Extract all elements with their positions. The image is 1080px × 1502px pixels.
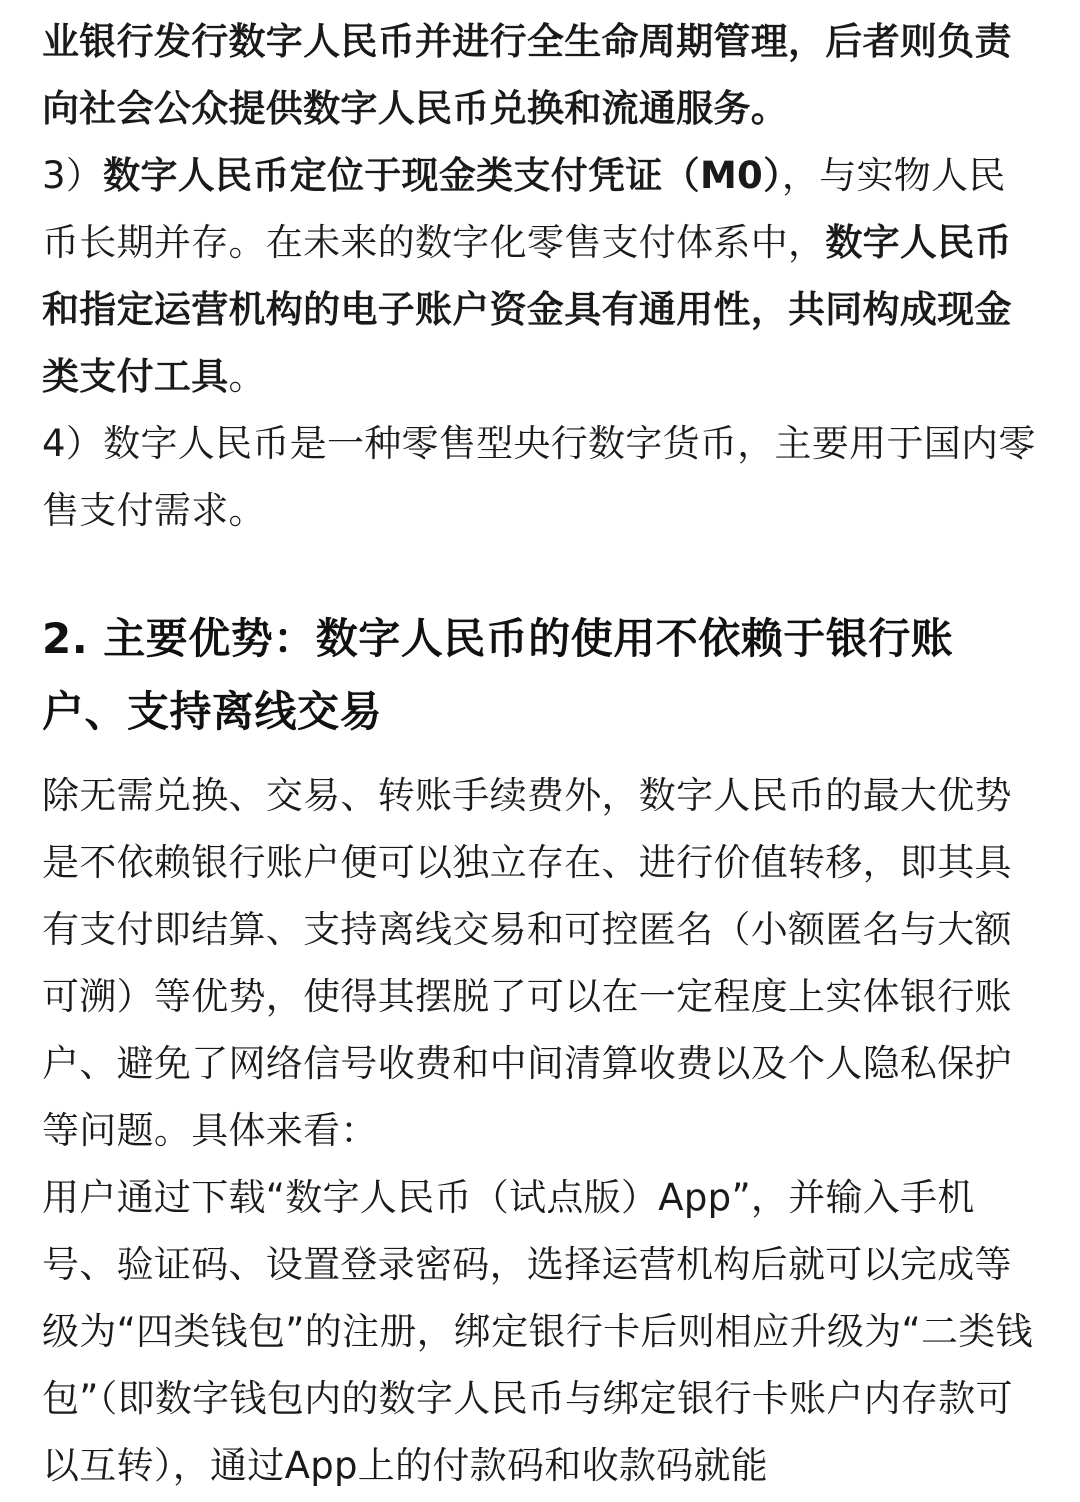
bold-text: 数字人民币定位于现金类支付凭证（M0）: [103, 154, 782, 197]
paragraph-retail-type: 4）数字人民币是一种零售型央行数字货币，主要用于国内零售支付需求。: [42, 422, 1036, 532]
paragraph-advantages: 除无需兑换、交易、转账手续费外，数字人民币的最大优势是不依赖银行账户便可以独立存在、进行价值转移，即其具有支付即结算、支持离线交易和可控匿名（小额匿名与大额可溯）等优势，使得其摆脱了可以在一定程度上实体银行账户、避免了网络信号收费和中间清算收费以及个人隐私保护等问题。具体来看：: [42, 774, 1012, 1152]
body-text: ，与实物人民币长期并存。在未来的数字化零售支付体系中，: [42, 154, 1006, 264]
paragraph-positioning: [42, 142, 1038, 410]
bold-text: 业银行发行数字人民币并进行全生命周期管理，后者则负责向社会公众提供数字人民币兑换和流通服务。: [42, 20, 1012, 130]
body-text: 。: [228, 355, 266, 398]
paragraph-operators: [42, 8, 1038, 142]
list-number: 3）: [42, 154, 104, 197]
article-content: [42, 0, 1038, 1499]
paragraph-app-usage: 用户通过下载“数字人民币（试点版）App”，并输入手机号、验证码、设置登录密码，选择运营机构后就可以完成等级为“四类钱包”的注册，绑定银行卡后则相应升级为“二类钱包”（即数字钱包内的数字人民币与绑定银行卡账户内存款可以互转），通过App上的付款码和收款码就能: [42, 1176, 1033, 1487]
bold-text: 数字人民币和指定运营机构的电子账户资金具有通用性，共同构成现金类支付工具: [42, 221, 1012, 398]
section-heading: 2. 主要优势：数字人民币的使用不依赖于银行账户、支持离线交易: [42, 614, 954, 736]
